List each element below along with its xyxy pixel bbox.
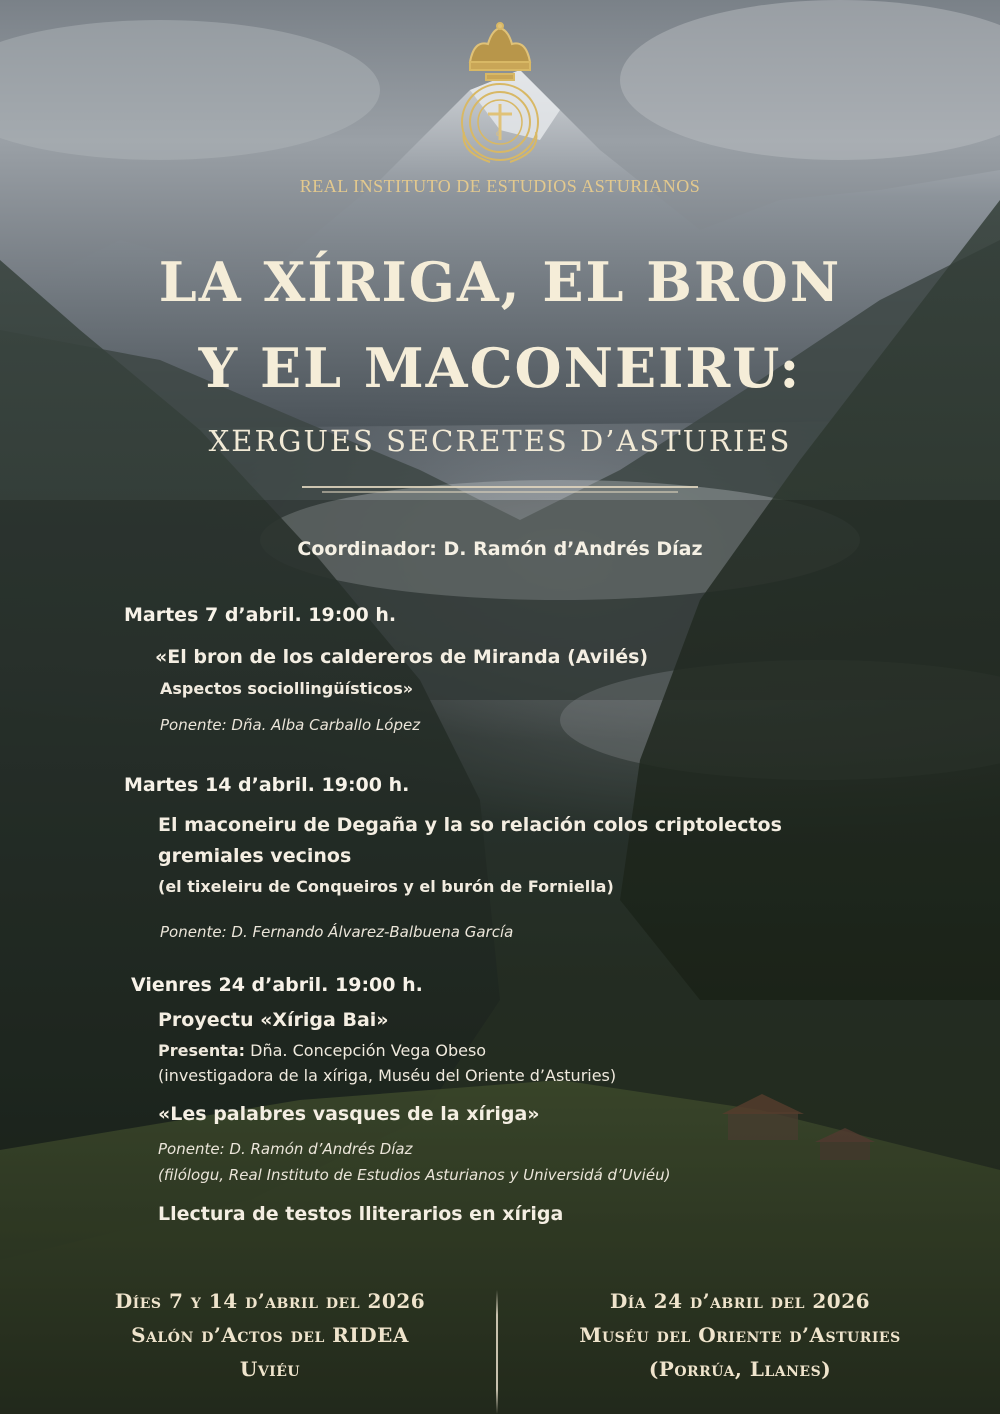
subtitle: XERGUES SECRETES D’ASTURIES bbox=[208, 424, 792, 458]
presenter-label: Presenta: bbox=[158, 1041, 246, 1060]
footer-right bbox=[520, 1284, 960, 1386]
session-3-reading: Llectura de testos lliterarios en xíriga bbox=[158, 1203, 564, 1225]
coordinator: Coordinador: D. Ramón d’Andrés Díaz bbox=[297, 538, 703, 560]
session-1-talk: «El bron de los caldereros de Miranda (Avilés) bbox=[155, 646, 649, 668]
session-1-date: Martes 7 d’abril. 19:00 h. bbox=[124, 604, 397, 626]
session-3-date: Vienres 24 d’abril. 19:00 h. bbox=[131, 974, 423, 996]
footer-left bbox=[60, 1284, 480, 1386]
title-line-2: Y EL MACONEIRU: bbox=[198, 336, 802, 400]
session-2-talk-line-2: gremiales vecinos bbox=[158, 845, 352, 867]
footer-left-venue: Salón d’Actos del RIDEA bbox=[131, 1323, 409, 1347]
session-3-presenter-affiliation: (investigadora de la xíriga, Muséu del Oriente d’Asturies) bbox=[158, 1066, 617, 1085]
footer-right-place: (Porrúa, Llanes) bbox=[648, 1357, 832, 1381]
session-2-talk-line-1: El maconeiru de Degaña y la so relación colos criptolectos bbox=[158, 814, 782, 836]
session-3-project-title: Proyectu «Xíriga Bai» bbox=[158, 1009, 389, 1031]
footer-left-city: Uviéu bbox=[239, 1357, 301, 1381]
svg-text:α: α bbox=[496, 129, 502, 138]
footer-right-date: Día 24 d’abril del 2026 bbox=[609, 1289, 871, 1313]
title-line-1: LA XÍRIGA, EL BRON bbox=[158, 250, 842, 314]
session-3-talk-title: «Les palabres vasques de la xíriga» bbox=[158, 1103, 540, 1125]
session-3-presenter bbox=[158, 1041, 486, 1060]
presenter-name: Dña. Concepción Vega Obeso bbox=[245, 1041, 487, 1060]
crown-and-cross-crest-icon bbox=[440, 22, 560, 172]
session-3-speaker-affiliation: (filólogu, Real Instituto de Estudios Asturianos y Universidá d’Uviéu) bbox=[158, 1166, 671, 1184]
footer-left-dates: Díes 7 y 14 d’abril del 2026 bbox=[114, 1289, 426, 1313]
session-1-speaker: Ponente: Dña. Alba Carballo López bbox=[160, 716, 421, 734]
session-2-speaker: Ponente: D. Fernando Álvarez-Balbuena García bbox=[160, 923, 514, 941]
institution-name: REAL INSTITUTO DE ESTUDIOS ASTURIANOS bbox=[299, 176, 701, 196]
decorative-divider bbox=[302, 483, 698, 497]
session-2-talk-sub: (el tixeleiru de Conqueiros y el burón de Forniella) bbox=[158, 877, 614, 896]
session-2-date: Martes 14 d’abril. 19:00 h. bbox=[124, 774, 410, 796]
session-1-talk-sub: Aspectos sociollingüísticos» bbox=[160, 679, 414, 698]
session-3-speaker: Ponente: D. Ramón d’Andrés Díaz bbox=[158, 1140, 413, 1158]
footer-right-venue: Muséu del Oriente d’Asturies bbox=[579, 1323, 901, 1347]
footer-divider bbox=[496, 1290, 498, 1414]
